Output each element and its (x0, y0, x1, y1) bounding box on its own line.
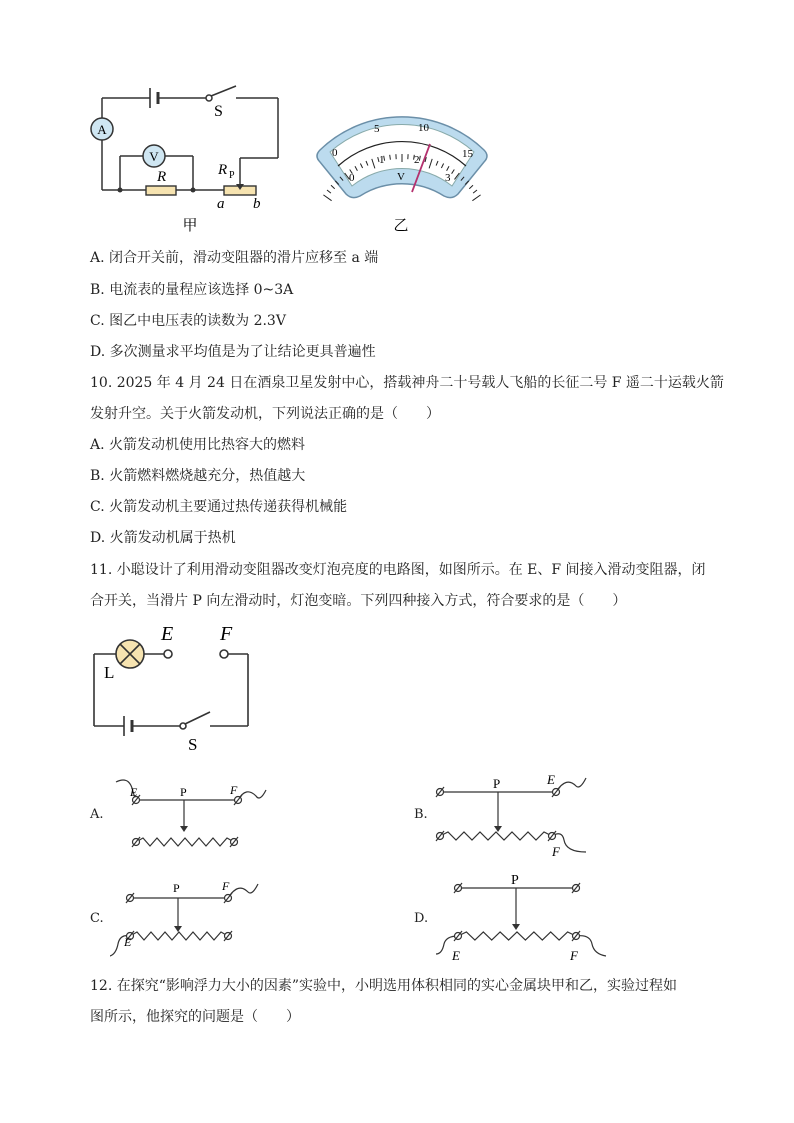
choice-b-f-label: F (552, 844, 560, 859)
voltmeter-dial-yi (312, 100, 492, 240)
q11-choice-c-label: C. (90, 911, 104, 926)
end-a-label: a (217, 196, 225, 212)
q11-stem-line1: 11. 小聪设计了利用滑动变阻器改变灯泡亮度的电路图，如图所示。在 E、F 间接入滑动变阻器，闭 (90, 562, 706, 578)
voltmeter-label: V (149, 149, 159, 164)
q10-option-b: B. 火箭燃料燃烧越充分，热值越大 (90, 468, 306, 484)
choice-a-e-label: E (130, 785, 138, 799)
q10-option-a: A. 火箭发动机使用比热容大的燃料 (90, 437, 306, 453)
dial-tick (327, 190, 331, 193)
dial-tick (472, 195, 480, 201)
q11-choice-b-label: B. (414, 807, 428, 822)
outer-scale-5: 5 (374, 123, 380, 135)
choice-d-f-label: F (570, 948, 578, 963)
choice-a-f-label: F (230, 783, 238, 797)
inner-scale-2: 2 (414, 154, 420, 166)
q10-stem-line2: 发射升空。关于火箭发动机，下列说法正确的是（ ） (90, 406, 440, 422)
caption-yi: 乙 (393, 218, 409, 234)
outer-scale-15: 15 (462, 148, 473, 160)
q10-stem-line1: 10. 2025 年 4 月 24 日在酒泉卫星发射中心，搭载神舟二十号载人飞船的长征二号 F 遥二十运载火箭 (90, 375, 724, 391)
resistor-label: R (157, 169, 167, 185)
choice-a-p-label: P (180, 785, 187, 799)
q11-choice-c-diagram (110, 874, 270, 960)
q11-choice-d-label: D. (414, 911, 429, 926)
choice-c-f-label: F (222, 879, 230, 893)
ammeter-label: A (97, 122, 107, 137)
q11-circuit-diagram (86, 620, 258, 760)
choice-c-p-label: P (173, 881, 180, 895)
rheostat-label: R (218, 162, 228, 178)
rheostat-subscript: P (229, 170, 235, 181)
choice-b-p-label: P (493, 776, 501, 791)
q11-choice-a-diagram (110, 774, 270, 854)
q9-option-a: A. 闭合开关前，滑动变阻器的滑片应移至 a 端 (90, 250, 379, 266)
switch-label: S (214, 103, 223, 120)
q12-stem-line1: 12. 在探究“影响浮力大小的因素”实验中，小明选用体积相同的实心金属块甲和乙，实验过程如 (90, 978, 678, 994)
terminal-f-label: F (220, 623, 233, 645)
inner-scale-0: 0 (349, 172, 355, 184)
dial-tick (473, 190, 477, 193)
switch-s-label: S (188, 735, 198, 754)
inner-scale-3: 3 (445, 172, 451, 184)
choice-d-e-label: E (452, 948, 460, 963)
q9-option-d: D. 多次测量求平均值是为了让结论更具普遍性 (90, 344, 376, 360)
q10-option-c: C. 火箭发动机主要通过热传递获得机械能 (90, 499, 348, 515)
q9-option-c: C. 图乙中电压表的读数为 2.3V (90, 313, 286, 329)
circuit-diagram-jia (90, 84, 290, 240)
q12-stem-line2: 图所示，他探究的问题是（ ） (90, 1009, 300, 1025)
dial-tick (331, 185, 335, 188)
dial-tick (323, 195, 331, 201)
choice-c-e-label: E (124, 935, 132, 949)
terminal-e-label: E (161, 623, 174, 645)
outer-scale-0: 0 (332, 147, 338, 159)
q10-option-d: D. 火箭发动机属于热机 (90, 530, 236, 546)
q11-choice-a-label: A. (90, 807, 104, 822)
inner-scale-1: 1 (379, 154, 385, 166)
q9-option-b: B. 电流表的量程应该选择 0~3A (90, 282, 294, 298)
choice-d-p-label: P (511, 873, 519, 888)
outer-scale-10: 10 (418, 122, 429, 134)
dial-tick (469, 185, 473, 188)
choice-b-e-label: E (547, 772, 555, 787)
lamp-label: L (104, 663, 115, 682)
q11-choice-b-diagram (430, 768, 600, 862)
dial-tick (390, 155, 391, 160)
dial-unit: V (397, 171, 405, 183)
caption-jia: 甲 (182, 218, 198, 234)
end-b-label: b (253, 196, 261, 212)
q11-stem-line2: 合开关，当滑片 P 向左滑动时，灯泡变暗。下列四种接入方式，符合要求的是（ ） (90, 593, 627, 609)
q11-choice-d-diagram (430, 870, 610, 966)
